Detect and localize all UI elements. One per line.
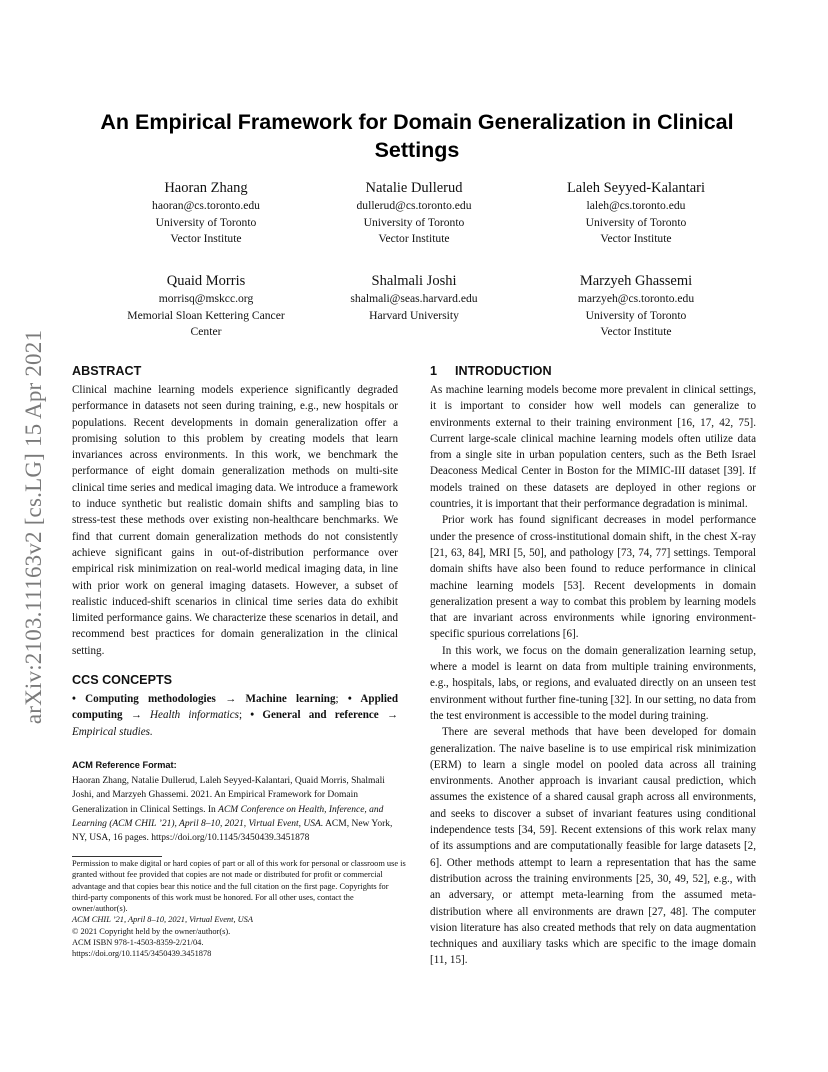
- copyright-line: © 2021 Copyright held by the owner/author(s).: [72, 926, 231, 936]
- permission-text: Permission to make digital or hard copies of part or all of this work for personal or classroom use is granted without fee provided that copies are not made or distributed for profit or commercial advantage and that copies bear this notice and the full citation on the first page. Copyrights for third-party components of this work must be honored. For all other uses, contact the owner/author(s).: [72, 859, 406, 914]
- acm-reference-text: Haoran Zhang, Natalie Dullerud, Laleh Seyyed-Kalantari, Quaid Morris, Shalmali Joshi, and Marzyeh Ghassemi. 2021. An Empirical Framework for Domain Generalization in Clinical Settings. In ACM Conference on Health, Inference, and Learning (ACM CHIL ’21), April 8–10, 2021, Virtual Event, USA. ACM, New York, NY, USA, 16 pages. https://doi.org/10.1145/3450439.3451878: [72, 776, 393, 844]
- ccs-heading: CCS CONCEPTS: [72, 673, 173, 688]
- doi-link[interactable]: https://doi.org/10.1145/3450439.3451878: [72, 949, 212, 959]
- ccs-concepts: • Computing methodologies → Machine learning; • Applied computing → Health informatics; • General and reference → Empirical studies.: [72, 693, 399, 738]
- intro-paragraph-4: There are several methods that have been developed for domain generalization. The naive baseline is to use empirical risk minimization (ERM) to learn a single model on pooled data across all training environments. Another approach is invariant causal prediction, which assumes the existence of a shared causal graph across all environments, and seeks to discover a subset of invariant features using conditional independence tests [34, 59]. Recent extensions of this work relax many of its assumptions and are computationally feasible for large datasets [2, 6]. Other methods attempt to learn a representation that has the same distribution across the training environments [25, 30, 49, 52], e.g., with an adversary, or attempt meta-learning from the assumed meta-distribution where all environments are drawn [27, 48]. The computer vision literature has also created methods that rely on data augmentation techniques and auxiliary tasks which are specific to the image domain [11, 15].: [430, 726, 756, 967]
- author-block-4: [86, 271, 326, 341]
- author-block-2: [294, 178, 534, 248]
- author-affiliation: University of Toronto: [585, 308, 687, 322]
- isbn-line: ACM ISBN 978-1-4503-8359-2/21/04.: [72, 938, 204, 948]
- author-name: Haoran Zhang: [164, 180, 248, 196]
- author-affiliation: University of Toronto: [363, 215, 465, 229]
- author-email[interactable]: shalmali@seas.harvard.edu: [350, 292, 478, 305]
- author-affiliation: Harvard University: [369, 308, 459, 322]
- author-affiliation: Vector Institute: [170, 232, 242, 245]
- author-name: Laleh Seyyed-Kalantari: [566, 180, 706, 196]
- section-number: 1: [430, 364, 438, 378]
- arxiv-identifier: arXiv:2103.11163v2 [cs.LG] 15 Apr 2021: [21, 329, 47, 725]
- author-name: Quaid Morris: [166, 273, 246, 289]
- author-affiliation: Vector Institute: [378, 232, 450, 245]
- author-email[interactable]: marzyeh@cs.toronto.edu: [577, 292, 695, 305]
- author-email[interactable]: morrisq@mskcc.org: [158, 292, 254, 305]
- author-block-6: [516, 271, 756, 341]
- author-name: Marzyeh Ghassemi: [579, 273, 693, 289]
- author-email[interactable]: laleh@cs.toronto.edu: [586, 199, 686, 212]
- venue-line: ACM CHIL ’21, April 8–10, 2021, Virtual Event, USA: [72, 915, 253, 925]
- author-affiliation: Center: [190, 325, 222, 338]
- author-affiliation: Memorial Sloan Kettering Cancer: [127, 308, 285, 322]
- abstract-heading: ABSTRACT: [72, 364, 142, 378]
- author-affiliation: University of Toronto: [155, 215, 257, 229]
- intro-paragraph-1: As machine learning models become more prevalent in clinical settings, it is important to consider how well models can generalize to environments external to their training environment [16, 17, 42, 75]. Current large-scale clinical machine learning models often utilize data from a single site in urban population centers, such as the Beth Israel Deaconess Medical Center in Boston for the MIMIC-III dataset [39]. If models trained on these datasets are deployed in other regions or countries, it is important that their performance degradation is minimal.: [430, 384, 756, 511]
- author-block-1: [86, 178, 326, 248]
- introduction-heading: [430, 362, 756, 380]
- intro-paragraph-2: Prior work has found significant decreases in model performance under the presence of cross-institutional domain shift, in the chest X-ray [21, 63, 84], MRI [5, 50], and pathology [73, 74, 77] settings. Temporal domain shifts have also been found to reduce performance in clinical machine learning models [53]. Recent developments in domain generalization present a way to combat this problem by learning models that are invariant across environments while ignoring environment-specific spurious correlations [6].: [430, 514, 756, 641]
- author-affiliation: University of Toronto: [585, 215, 687, 229]
- permission-notice: [72, 858, 406, 960]
- author-name: Natalie Dullerud: [365, 180, 463, 196]
- title-line-1: An Empirical Framework for Domain Generalization in Clinical: [100, 110, 734, 134]
- author-name: Shalmali Joshi: [371, 273, 457, 289]
- author-email[interactable]: dullerud@cs.toronto.edu: [356, 199, 472, 212]
- author-affiliation: Vector Institute: [600, 232, 672, 245]
- acm-reference-heading: ACM Reference Format:: [72, 759, 177, 770]
- left-column: [72, 362, 398, 845]
- abstract-text: Clinical machine learning models experience significantly degraded performance in datasets not seen during training, e.g., new hospitals or populations. Recent developments in domain generalization offer a promising solution to this problem by creating models that learn invariances across environments. In this work, we benchmark the performance of eight domain generalization methods on multi-site clinical time series and medical imaging data. We introduce a framework to induce synthetic but realistic domain shifts and sampling bias to stress-test these methods over existing non-healthcare benchmarks. We find that current domain generalization methods do not consistently achieve significant gains in out-of-distribution performance over empirical risk minimization on real-world medical imaging data, in line with prior work on general imaging datasets. However, a subset of realistic induced-shift scenarios in clinical time series data do exhibit limited performance gains. We characterize these scenarios in detail, and recommend best practices for domain generalization in the clinical setting.: [72, 384, 398, 657]
- title-line-2: Settings: [374, 138, 460, 162]
- section-title: INTRODUCTION: [455, 364, 552, 378]
- author-block-3: [516, 178, 756, 248]
- intro-paragraph-3: In this work, we focus on the domain generalization learning setup, where a model is learnt on data from multiple training environments, e.g., hospitals, labs, or regions, and evaluated directly on an unseen test environment without further fine-tuning [32]. In our setting, no data from the test environment is accessible to the model during training.: [430, 644, 756, 722]
- right-column: [430, 362, 756, 969]
- paper-title: [72, 108, 762, 164]
- author-block-5: [294, 271, 534, 324]
- footnote-rule: [72, 856, 162, 857]
- author-email[interactable]: haoran@cs.toronto.edu: [152, 199, 260, 212]
- author-affiliation: Vector Institute: [600, 325, 672, 338]
